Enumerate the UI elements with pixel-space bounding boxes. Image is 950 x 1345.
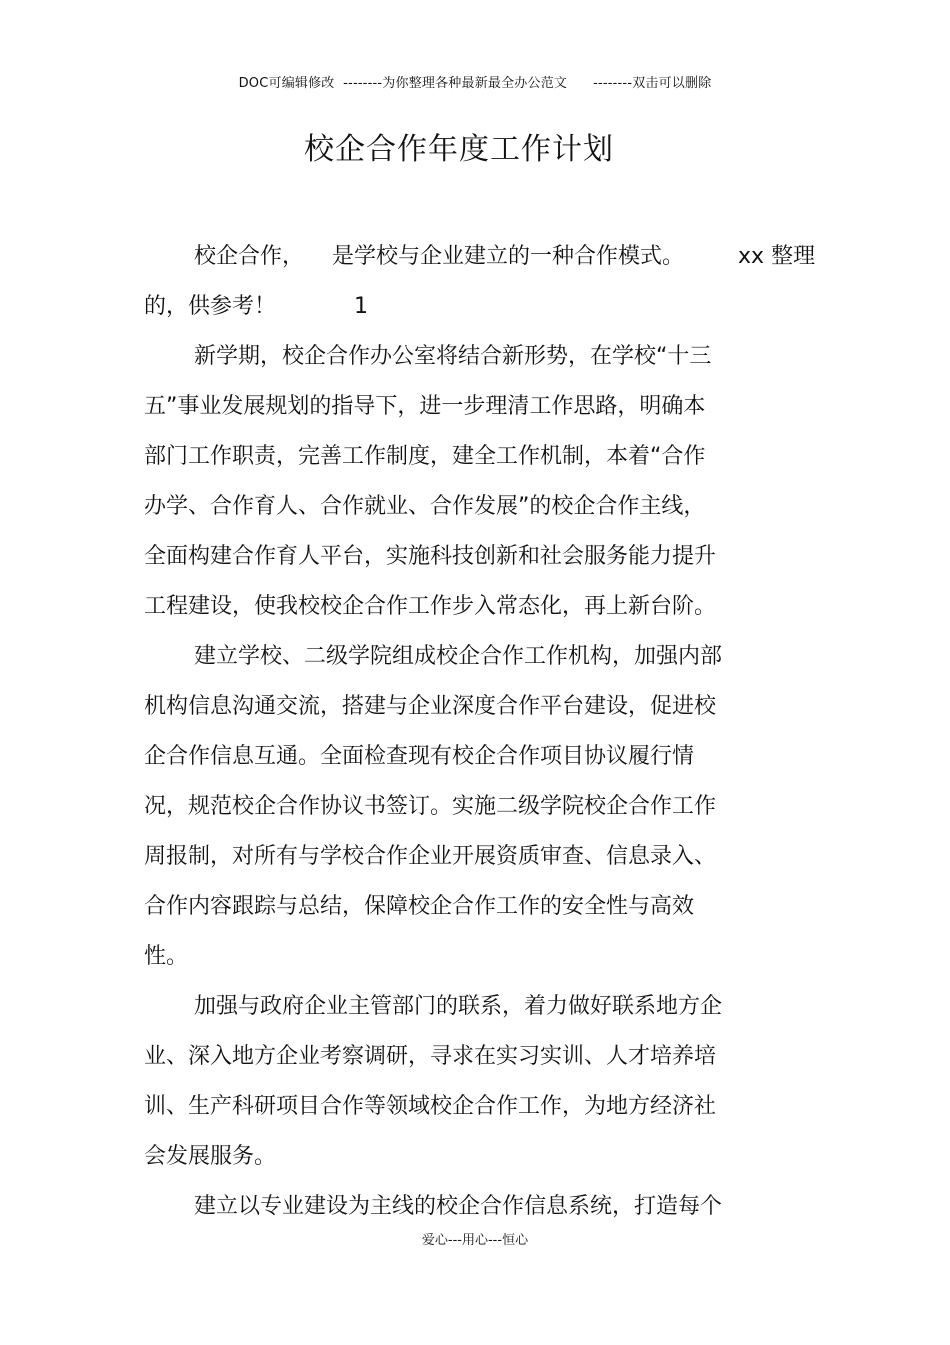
paragraph-line: 建立学校、二级学院组成校企合作工作机构，加强内部 xyxy=(194,644,723,669)
paragraph-line: 况，规范校企合作协议书签订。实施二级学院校企合作工作 xyxy=(144,794,717,819)
intro-line-2 xyxy=(144,282,804,332)
intro-part-1: 校企合作， xyxy=(194,244,305,269)
page-header: DOC可编辑修改 --------为你整理各种最新最全办公范文 --------双击可以删除 xyxy=(238,76,712,91)
paragraph-line: 全面构建合作育人平台，实施科技创新和社会服务能力提升 xyxy=(144,544,717,569)
document-body xyxy=(144,232,816,1232)
paragraph-line: 业、深入地方企业考察调研，寻求在实习实训、人才培养培 xyxy=(144,1044,717,1069)
paragraph-line: 建立以专业建设为主线的校企合作信息系统，打造每个 xyxy=(194,1194,723,1219)
page-footer: 爱心---用心---恒心 xyxy=(421,1233,529,1248)
intro-line-1 xyxy=(144,232,816,282)
paragraph-line: 机构信息沟通交流，搭建与企业深度合作平台建设，促进校 xyxy=(144,694,717,719)
paragraph-line: 加强与政府企业主管部门的联系，着力做好联系地方企 xyxy=(194,994,723,1019)
paragraph-line: 训、生产科研项目合作等领域校企合作工作，为地方经济社 xyxy=(144,1094,717,1119)
paragraph-line: 部门工作职责，完善工作制度，建全工作机制，本着“合作 xyxy=(144,444,706,469)
document-title: 校企合作年度工作计划 xyxy=(304,132,614,167)
paragraph-line: 周报制，对所有与学校合作企业开展资质审查、信息录入、 xyxy=(144,844,717,869)
intro-part-3: xx 整理 xyxy=(738,244,816,269)
paragraph-line: 办学、合作育人、合作就业、合作发展”的校企合作主线， xyxy=(144,494,706,519)
paragraph-line: 工程建设，使我校校企合作工作步入常态化，再上新台阶。 xyxy=(144,594,717,619)
paragraph-line: 性。 xyxy=(144,944,189,969)
paragraph-line: 合作内容跟踪与总结，保障校企合作工作的安全性与高效 xyxy=(144,894,695,919)
intro-continuation: 的，供参考！ xyxy=(144,294,277,319)
paragraph-line: 会发展服务。 xyxy=(144,1144,277,1169)
paragraph-line: 企合作信息互通。全面检查现有校企合作项目协议履行情 xyxy=(144,744,695,769)
footnote-marker: 1 xyxy=(354,294,369,319)
paragraph-line: 五”事业发展规划的指导下，进一步理清工作思路，明确本 xyxy=(144,394,706,419)
intro-part-2: 是学校与企业建立的一种合作模式。 xyxy=(332,244,685,269)
paragraph-line: 新学期，校企合作办公室将结合新形势，在学校“十三 xyxy=(194,344,712,369)
